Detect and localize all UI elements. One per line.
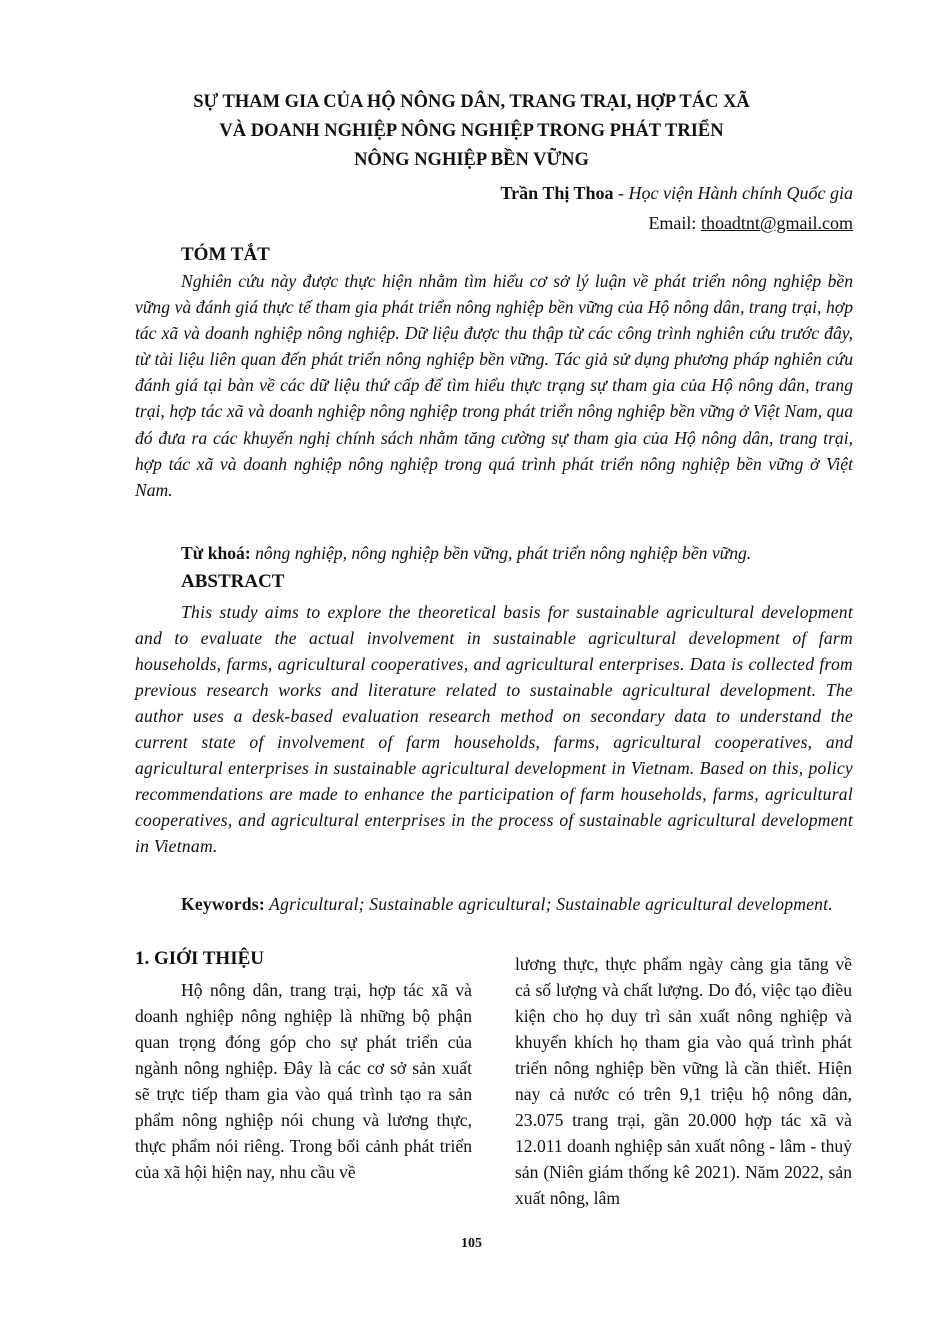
author-affiliation: Học viện Hành chính Quốc gia xyxy=(628,183,853,203)
title-line-3: NÔNG NGHIỆP BỀN VỮNG xyxy=(354,150,589,170)
title-line-1: SỰ THAM GIA CỦA HỘ NÔNG DÂN, TRANG TRẠI, HỢP TÁC XÃ xyxy=(193,92,750,112)
keywords-vn xyxy=(135,540,853,566)
summary-text: Nghiên cứu này được thực hiện nhằm tìm hiểu cơ sở lý luận về phát triển nông nghiệp bền vững và đánh giá thực tế tham gia phát triển nông nghiệp bền vững của Hộ nông dân, trang trại, hợp tác xã và doanh nghiệp nông nghiệp. Dữ liệu được thu thập từ các công trình nghiên cứu trước đây, từ tài liệu liên quan đến phát triển nông nghiệp bền vững. Tác giả sử dụng phương pháp nghiên cứu đánh giá tại bàn về các dữ liệu thứ cấp để tìm hiểu thực trạng sự tham gia của Hộ nông dân, trang trại, hợp tác xã và doanh nghiệp nông nghiệp trong phát triển nông nghiệp bền vững ở Việt Nam, qua đó đưa ra các khuyến nghị chính sách nhằm tăng cường sự tham gia của Hộ nông dân, trang trại, hợp tác xã và doanh nghiệp nông nghiệp trong quá trình phát triển nông nghiệp bền vững ở Việt Nam. xyxy=(135,271,853,500)
introduction-right-column: lương thực, thực phẩm ngày càng gia tăng về cả số lượng và chất lượng. Do đó, việc tạo điều kiện cho họ duy trì sản xuất nông nghiệp và khuyến khích họ tham gia vào quá trình phát triển nông nghiệp bền vững là cần thiết. Hiện nay cả nước có trên 9,1 triệu hộ nông dân, 23.075 trang trại, gần 20.000 hợp tác xã và 12.011 doanh nghiệp sản xuất nông - lâm - thuỷ sản (Niên giám thống kê 2021). Năm 2022, sản xuất nông, lâm xyxy=(515,954,852,1208)
abstract-heading: ABSTRACT xyxy=(181,571,285,592)
keywords-en xyxy=(135,891,853,917)
keywords-en-text: Agricultural; Sustainable agricultural; Sustainable agricultural development. xyxy=(264,894,833,914)
keywords-en-label: Keywords: xyxy=(181,894,265,914)
keywords-vn-label: Từ khoá: xyxy=(181,543,251,563)
paper-title xyxy=(90,88,853,175)
email-link[interactable]: thoadtnt@gmail.com xyxy=(700,213,853,233)
author-separator: - xyxy=(613,183,629,203)
author-line xyxy=(500,183,853,204)
email-label: Email: xyxy=(648,213,701,233)
page-number: 105 xyxy=(461,1236,482,1251)
summary-heading: TÓM TẮT xyxy=(181,244,270,265)
abstract-text: This study aims to explore the theoretical basis for sustainable agricultural development and to evaluate the actual involvement in sustainable agricultural development of farm households, farms, agricultural cooperatives, and agricultural enterprises. Data is collected from previous research works and literature related to sustainable agricultural development. The author uses a desk-based evaluation research method on secondary data to understand the current state of involvement of farm households, farms, agricultural cooperatives, and agricultural enterprises in sustainable agricultural development in Vietnam. Based on this, policy recommendations are made to enhance the participation of farm households, farms, agricultural cooperatives, and agricultural enterprises in the process of sustainable agricultural development in Vietnam. xyxy=(135,602,853,856)
introduction-heading: 1. GIỚI THIỆU xyxy=(135,948,264,969)
introduction-left-column: Hộ nông dân, trang trại, hợp tác xã và doanh nghiệp nông nghiệp là những bộ phận quan trọng đóng góp cho sự phát triển của ngành nông nghiệp. Đây là các cơ sở sản xuất sẽ trực tiếp tham gia vào quá trình tạo ra sản phẩm nông nghiệp nói chung và lương thực, thực phẩm nói riêng. Trong bối cảnh phát triển của xã hội hiện nay, nhu cầu về xyxy=(135,980,472,1182)
title-line-2: VÀ DOANH NGHIỆP NÔNG NGHIỆP TRONG PHÁT TRIỂN xyxy=(219,121,724,141)
author-name: Trần Thị Thoa xyxy=(500,183,614,203)
email-line xyxy=(648,213,853,234)
keywords-vn-text: nông nghiệp, nông nghiệp bền vững, phát triển nông nghiệp bền vững. xyxy=(250,543,752,563)
